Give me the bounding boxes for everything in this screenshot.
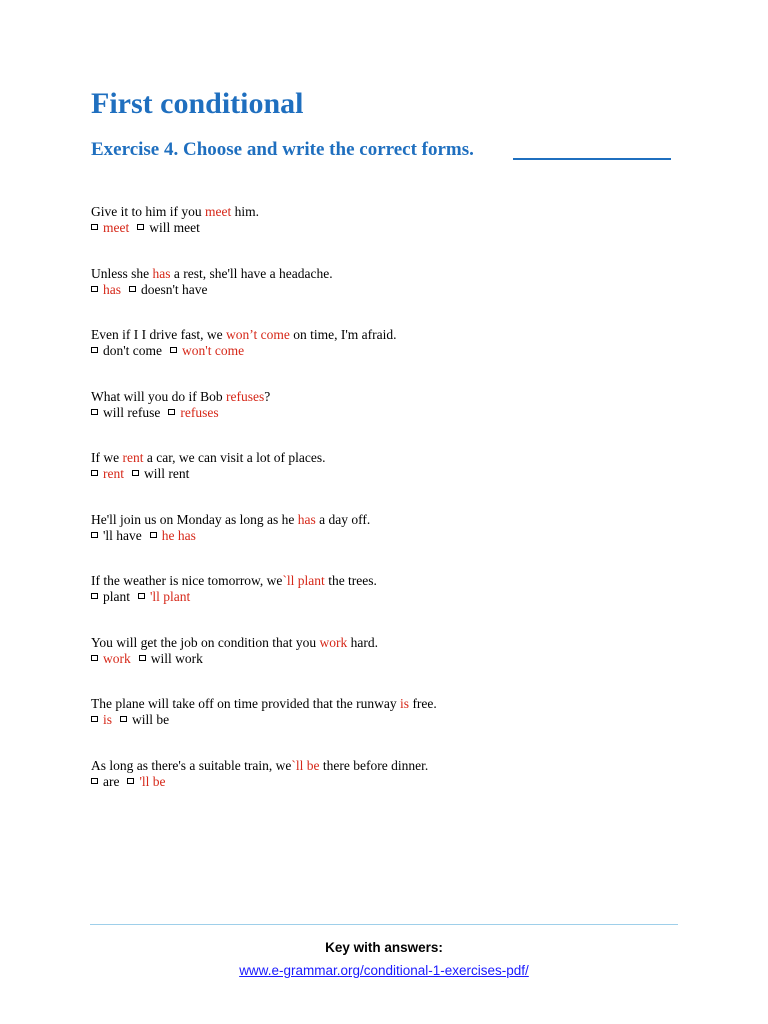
checkbox-icon[interactable] xyxy=(91,286,98,292)
filled-answer: `ll plant xyxy=(282,573,325,588)
sentence-text-before: If we xyxy=(91,450,123,465)
sentence-text-before: Unless she xyxy=(91,265,153,281)
sentence-text-before: You will get the job on condition that you xyxy=(91,634,320,650)
answer-options xyxy=(91,589,691,605)
answer-key-link-wrapper xyxy=(0,962,768,980)
option-label: work xyxy=(103,650,131,666)
answer-options xyxy=(91,528,691,544)
sentence-text-before: What will you do if Bob xyxy=(91,388,226,404)
answer-option[interactable] xyxy=(132,466,189,482)
checkbox-icon[interactable] xyxy=(91,593,98,599)
exercise-item xyxy=(91,696,691,758)
exercise-sentence xyxy=(91,635,691,651)
checkbox-icon[interactable] xyxy=(91,532,98,538)
filled-answer: refuses xyxy=(226,388,265,404)
answer-options xyxy=(91,651,691,667)
exercise-item xyxy=(91,266,691,328)
sentence-text-after: a car, we can visit a lot of places. xyxy=(143,450,326,465)
checkbox-icon[interactable] xyxy=(91,224,98,230)
checkbox-icon[interactable] xyxy=(132,470,139,476)
exercise-item xyxy=(91,389,691,451)
answer-option[interactable] xyxy=(170,343,244,359)
checkbox-icon[interactable] xyxy=(91,409,98,415)
option-label: rent xyxy=(103,466,124,481)
filled-answer: `ll be xyxy=(291,757,320,773)
checkbox-icon[interactable] xyxy=(139,655,146,661)
exercise-sentence xyxy=(91,266,691,282)
answer-option[interactable] xyxy=(91,589,130,605)
answer-options xyxy=(91,220,691,236)
checkbox-icon[interactable] xyxy=(137,224,144,230)
sentence-text-after: the trees. xyxy=(324,573,377,588)
answer-option[interactable] xyxy=(91,282,121,298)
checkbox-icon[interactable] xyxy=(127,778,134,784)
filled-answer: won’t come xyxy=(225,327,290,342)
sentence-text-before: If the weather is nice tomorrow, we xyxy=(91,573,283,588)
exercise-item xyxy=(91,204,691,266)
option-label: refuses xyxy=(180,404,219,420)
answer-option[interactable] xyxy=(91,343,162,359)
checkbox-icon[interactable] xyxy=(138,593,145,599)
sentence-text-after: on time, I'm afraid. xyxy=(289,327,397,342)
answer-option[interactable] xyxy=(91,774,119,790)
answer-option[interactable] xyxy=(91,651,131,667)
answer-option[interactable] xyxy=(91,220,129,236)
checkbox-icon[interactable] xyxy=(91,347,98,353)
answer-options xyxy=(91,774,691,790)
exercise-sentence xyxy=(91,696,691,712)
answer-option[interactable] xyxy=(91,466,124,482)
checkbox-icon[interactable] xyxy=(120,716,127,722)
filled-answer: meet xyxy=(205,204,232,219)
option-label: meet xyxy=(103,220,130,235)
answer-options xyxy=(91,712,691,728)
option-label: 'll have xyxy=(103,527,142,543)
checkbox-icon[interactable] xyxy=(91,716,98,722)
sentence-text-after: ? xyxy=(264,388,271,404)
option-label: will refuse xyxy=(103,404,161,420)
answer-options xyxy=(91,343,691,359)
answer-option[interactable] xyxy=(168,405,218,421)
exercise-item xyxy=(91,512,691,574)
filled-answer: is xyxy=(400,696,410,711)
sentence-text-after: there before dinner. xyxy=(319,757,429,773)
option-label: plant xyxy=(103,589,130,604)
exercise-sentence xyxy=(91,512,691,528)
exercise-item xyxy=(91,635,691,697)
exercise-item xyxy=(91,327,691,389)
answer-option[interactable] xyxy=(138,589,190,605)
sentence-text-after: free. xyxy=(409,696,437,711)
checkbox-icon[interactable] xyxy=(150,532,157,538)
sentence-text-before: Give it to him if you xyxy=(91,204,205,219)
sentence-text-before: Even if I I drive fast, we xyxy=(91,327,226,342)
sentence-text-before: As long as there's a suitable train, we xyxy=(91,757,292,773)
answer-key-link[interactable]: www.e-grammar.org/conditional-1-exercises-pdf/ xyxy=(239,963,529,978)
answer-options xyxy=(91,405,691,421)
sentence-text-after: a day off. xyxy=(315,511,371,527)
answer-option[interactable] xyxy=(120,712,169,728)
option-label: he has xyxy=(161,527,196,543)
exercise-item xyxy=(91,758,691,820)
option-label: is xyxy=(103,712,113,727)
option-label: will be xyxy=(132,712,170,727)
answer-option[interactable] xyxy=(139,651,203,667)
filled-answer: has xyxy=(152,265,171,281)
option-label: has xyxy=(103,281,121,297)
checkbox-icon[interactable] xyxy=(91,778,98,784)
filled-answer: work xyxy=(319,634,348,650)
answer-option[interactable] xyxy=(91,712,112,728)
sentence-text-before: He'll join us on Monday as long as he xyxy=(91,511,298,527)
checkbox-icon[interactable] xyxy=(91,655,98,661)
sentence-text-before: The plane will take off on time provided that the runway xyxy=(91,696,401,711)
exercise-item xyxy=(91,450,691,512)
key-with-answers-label: Key with answers: xyxy=(325,940,443,955)
option-label: 'll plant xyxy=(150,589,191,604)
filled-answer: rent xyxy=(122,450,144,465)
checkbox-icon[interactable] xyxy=(168,409,175,415)
exercise-sentence xyxy=(91,389,691,405)
filled-answer: has xyxy=(297,511,316,527)
answer-option[interactable] xyxy=(129,282,208,298)
answer-options xyxy=(91,282,691,298)
exercise-sentence xyxy=(91,327,691,343)
sentence-text-after: hard. xyxy=(347,634,378,650)
footer-divider xyxy=(90,924,678,925)
exercise-heading: Exercise 4. Choose and write the correct forms. xyxy=(91,139,474,160)
answer-blank-line xyxy=(513,158,671,160)
option-label: won't come xyxy=(182,343,245,358)
sentence-text-after: a rest, she'll have a headache. xyxy=(170,265,333,281)
sentence-text-after: him. xyxy=(231,204,260,219)
exercise-sentence xyxy=(91,450,691,466)
exercise-item xyxy=(91,573,691,635)
exercise-sentence xyxy=(91,758,691,774)
option-label: will work xyxy=(150,650,203,666)
answer-options xyxy=(91,466,691,482)
answer-option[interactable] xyxy=(91,405,160,421)
exercise-sentence xyxy=(91,204,691,220)
exercise-sentence xyxy=(91,573,691,589)
page-title: First conditional xyxy=(91,87,304,120)
exercise-list xyxy=(91,204,691,819)
option-label: will meet xyxy=(149,220,200,235)
option-label: will rent xyxy=(144,466,190,481)
checkbox-icon[interactable] xyxy=(129,286,136,292)
option-label: 'll be xyxy=(139,773,166,789)
answer-option[interactable] xyxy=(137,220,200,236)
answer-option[interactable] xyxy=(127,774,165,790)
option-label: doesn't have xyxy=(141,281,208,297)
checkbox-icon[interactable] xyxy=(170,347,177,353)
option-label: don't come xyxy=(103,343,163,358)
answer-option[interactable] xyxy=(150,528,196,544)
option-label: are xyxy=(103,773,120,789)
answer-option[interactable] xyxy=(91,528,142,544)
checkbox-icon[interactable] xyxy=(91,470,98,476)
